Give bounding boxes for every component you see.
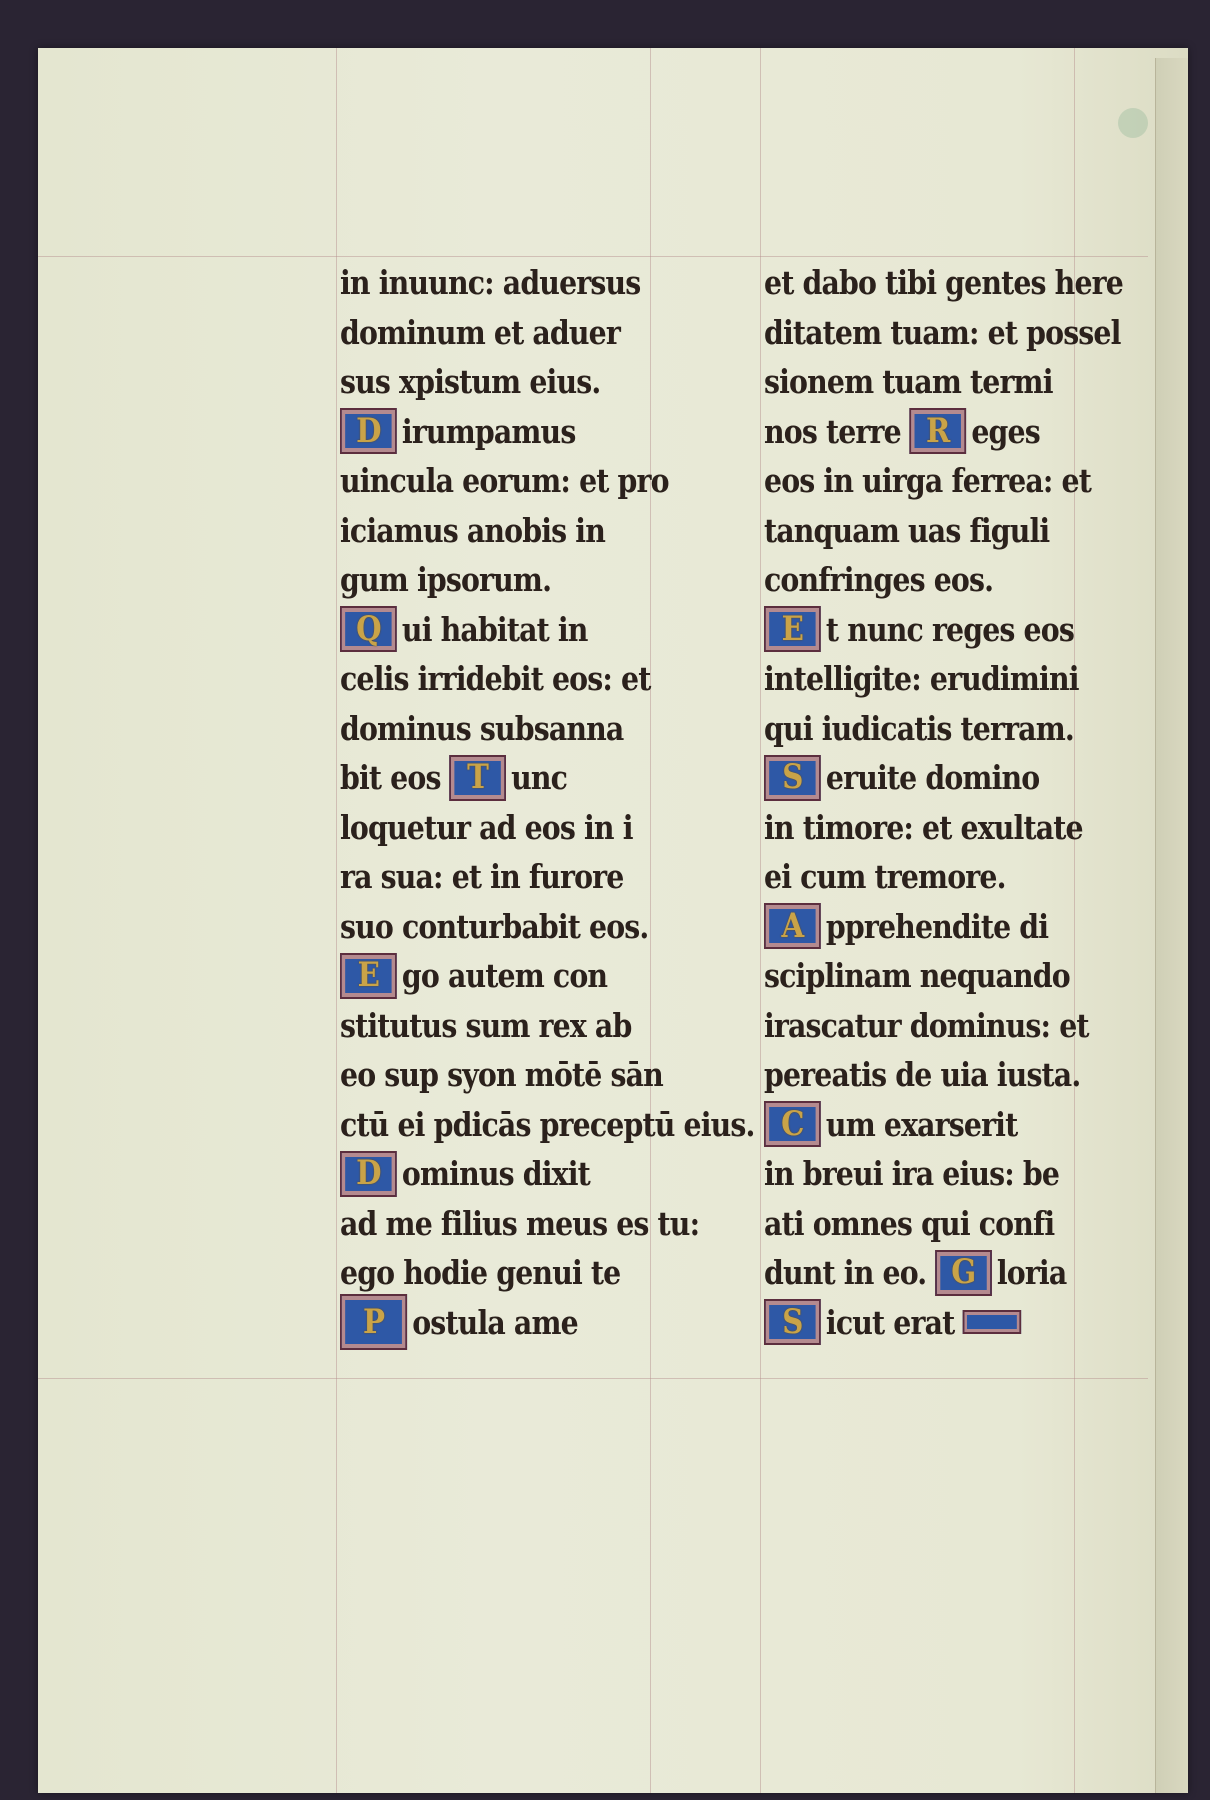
text-content: ditatem tuam: et possel	[764, 312, 1121, 352]
illuminated-initial: D	[340, 1151, 397, 1197]
text-line	[764, 357, 1053, 407]
text-line	[340, 654, 651, 704]
illuminated-initial: E	[764, 606, 821, 652]
text-content: suo conturbabit eos.	[340, 906, 649, 946]
right-text-column	[764, 258, 1123, 1347]
text-content: iciamus anobis in	[340, 510, 605, 550]
text-content: et dabo tibi gentes here	[764, 263, 1123, 302]
text-content: ominus dixit	[401, 1154, 590, 1193]
text-line	[340, 1050, 663, 1100]
text-content: dunt in eo.	[764, 1253, 927, 1292]
illuminated-initial: Q	[340, 606, 397, 652]
text-content: um exarserit	[825, 1104, 1018, 1144]
text-content: pereatis de uia iusta.	[764, 1055, 1081, 1094]
text-line	[764, 951, 1070, 1001]
text-content: confringes eos.	[764, 560, 994, 599]
text-line	[340, 456, 669, 506]
text-content: celis irridebit eos: et	[340, 659, 651, 698]
text-line	[764, 654, 1079, 704]
text-line	[340, 1248, 624, 1298]
text-content: stitutus sum rex ab	[340, 1005, 632, 1045]
text-line	[340, 1149, 624, 1199]
text-content: nos terre	[764, 411, 901, 451]
text-content: ra sua: et in furore	[340, 857, 624, 896]
text-content: ctū ei pdicās preceptū eius.	[340, 1104, 755, 1144]
text-line	[340, 753, 624, 803]
text-line	[340, 506, 624, 556]
text-content: pprehendite di	[825, 906, 1049, 946]
text-line	[764, 1050, 1081, 1100]
text-line	[764, 902, 1048, 952]
text-content: sus xpistum eius.	[340, 362, 601, 401]
text-content: ostula ame	[412, 1302, 578, 1342]
text-content: sciplinam nequando	[764, 956, 1070, 995]
text-line	[340, 1001, 632, 1051]
text-line	[340, 308, 624, 358]
text-content: icut erat	[825, 1302, 955, 1342]
text-content: ei cum tremore.	[764, 857, 1006, 896]
text-content: t nunc reges eos	[825, 609, 1074, 649]
text-line	[340, 258, 641, 308]
text-content: eo sup syon mōtē sān	[340, 1055, 663, 1094]
text-line	[764, 506, 1048, 556]
text-line	[340, 407, 624, 457]
text-content: irascatur dominus: et	[764, 1005, 1089, 1045]
text-line	[340, 1298, 624, 1348]
text-content: bit eos	[340, 758, 441, 797]
text-content: tanquam uas figuli	[764, 510, 1050, 550]
text-line	[340, 902, 649, 952]
text-line	[764, 1248, 1067, 1298]
text-content: ad me filius meus es tu:	[340, 1203, 700, 1243]
next-leaf-edge	[1155, 58, 1188, 1793]
text-content: in timore: et exultate	[764, 807, 1083, 847]
text-line	[764, 407, 1048, 457]
text-line	[340, 704, 624, 754]
text-content: intelligite: erudimini	[764, 659, 1079, 698]
text-line	[764, 1298, 1048, 1348]
ruling-line	[760, 48, 761, 1793]
text-line	[764, 753, 1048, 803]
text-line	[764, 1149, 1060, 1199]
text-line	[764, 1001, 1089, 1051]
text-content: dominus subsanna	[340, 708, 624, 748]
text-line	[764, 308, 1121, 358]
illuminated-initial: R	[909, 408, 966, 454]
text-content: in inuunc: aduersus	[340, 263, 641, 302]
text-content: ui habitat in	[401, 609, 588, 649]
ruling-line	[38, 256, 1148, 257]
text-content: dominum et aduer	[340, 312, 620, 352]
text-line	[340, 555, 624, 605]
text-content: qui iudicatis terram.	[764, 708, 1074, 748]
text-line	[764, 258, 1123, 308]
text-line	[764, 1100, 1048, 1150]
text-line	[340, 605, 624, 655]
left-text-column	[340, 258, 755, 1347]
line-filler-ornament	[963, 1310, 1021, 1334]
text-line	[340, 1199, 700, 1249]
illuminated-initial: A	[764, 903, 821, 949]
text-content: irumpamus	[401, 411, 576, 451]
text-line	[764, 704, 1074, 754]
text-content: uincula eorum: et pro	[340, 461, 669, 500]
text-content: loquetur ad eos in i	[340, 807, 633, 847]
ruling-line	[38, 1378, 1148, 1379]
illuminated-initial: G	[935, 1250, 992, 1296]
illuminated-initial: C	[764, 1101, 821, 1147]
text-line	[340, 1100, 755, 1150]
text-line	[764, 852, 1048, 902]
ruling-line	[336, 48, 337, 1793]
text-content: eos in uirga ferrea: et	[764, 461, 1091, 500]
text-content: eges	[971, 411, 1040, 451]
text-content: ego hodie genui te	[340, 1253, 621, 1292]
text-line	[340, 803, 633, 853]
text-content: unc	[511, 758, 568, 797]
illuminated-initial: E	[340, 953, 397, 999]
illuminated-initial: P	[340, 1294, 407, 1350]
text-line	[340, 951, 624, 1001]
text-line	[340, 357, 624, 407]
stain	[1118, 108, 1148, 138]
illuminated-initial: D	[340, 408, 397, 454]
illuminated-initial: T	[449, 755, 506, 801]
text-content: gum ipsorum.	[340, 560, 552, 599]
text-content: sionem tuam termi	[764, 362, 1053, 401]
text-line	[764, 456, 1091, 506]
text-content: eruite domino	[825, 758, 1040, 797]
illuminated-initial: S	[764, 755, 821, 801]
text-line	[764, 803, 1083, 853]
text-content: go autem con	[401, 956, 608, 995]
illuminated-initial: S	[764, 1299, 821, 1345]
text-content: in breui ira eius: be	[764, 1154, 1060, 1193]
text-line	[340, 852, 624, 902]
text-content: ati omnes qui confi	[764, 1203, 1055, 1243]
text-line	[764, 555, 1048, 605]
text-line	[764, 1199, 1055, 1249]
text-line	[764, 605, 1074, 655]
text-content: loria	[996, 1253, 1067, 1292]
